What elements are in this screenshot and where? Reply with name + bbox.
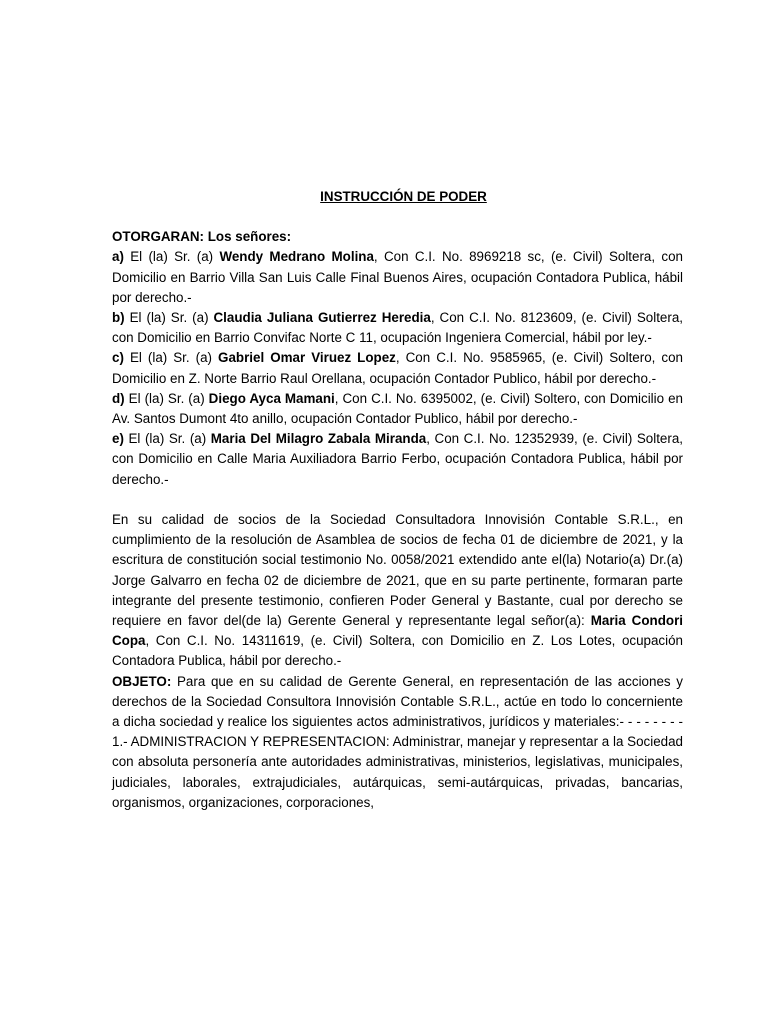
document-page xyxy=(112,187,683,813)
party-name: Gabriel Omar Viruez Lopez xyxy=(218,350,396,366)
party-e xyxy=(112,429,683,490)
party-details: , Con C.I. No. 8123609, (e. Civil) Soltera, con Domicilio en Barrio Convifac Norte C 11, ocupación Ingeniera Comercial, hábil por ley.- xyxy=(112,310,683,346)
party-c xyxy=(112,348,683,388)
document-title: INSTRUCCIÓN DE PODER xyxy=(320,189,487,204)
party-name: Claudia Juliana Gutierrez Heredia xyxy=(213,310,431,326)
otorgaran-heading: OTORGARAN: Los señores: xyxy=(112,229,292,245)
party-name: Wendy Medrano Molina xyxy=(219,249,374,265)
party-letter: d) xyxy=(112,390,125,406)
objeto-text: Para que en su calidad de Gerente General, en representación de las acciones y derechos de la Sociedad Consultora Innovisión Contable S.R.L., actúe en todo lo concerniente a dicha sociedad y realice los siguientes actos administrativos, jurídicos y materiales:- - - - - - - - 1.- ADMINISTRACION Y REPRESENTACION: Administrar, manejar y representar a la Sociedad con absoluta personería ante autoridades administrativas, ministerios, legislativas, municipales, judiciales, laborales, extrajudiciales, autárquicas, semi-autárquicas, privadas, bancarias, organismos, organizaciones, corporaciones, xyxy=(112,673,683,810)
party-a xyxy=(112,247,683,308)
paragraph-spacer xyxy=(112,490,683,510)
party-name: Diego Ayca Mamani xyxy=(208,390,335,406)
party-prefix: El (la) Sr. (a) xyxy=(123,350,219,366)
calidad-paragraph xyxy=(112,510,683,672)
party-letter: c) xyxy=(112,350,124,366)
party-letter: b) xyxy=(112,310,125,326)
party-letter: a) xyxy=(112,249,124,265)
objeto-paragraph xyxy=(112,672,683,813)
representative-details: , Con C.I. No. 14311619, (e. Civil) Soltera, con Domicilio en Z. Los Lotes, ocupación Contadora Publica, hábil por derecho.- xyxy=(112,633,683,669)
party-details: , Con C.I. No. 6395002, (e. Civil) Soltero, con Domicilio en Av. Santos Dumont 4to anillo, ocupación Contador Publico, hábil por derecho.- xyxy=(112,390,683,427)
party-b xyxy=(112,308,683,348)
party-name: Maria Del Milagro Zabala Miranda xyxy=(210,431,427,447)
calidad-text: En su calidad de socios de la Sociedad Consultadora Innovisión Contable S.R.L., en cumplimiento de la resolución de Asamblea de socios de fecha 01 de diciembre de 2021, y la escritura de constitución social testimonio No. 0058/2021 extendido ante el(la) Notario(a) Dr.(a) Jorge Galvarro en fecha 02 de diciembre de 2021, que en su parte pertinente, formaran parte integrante del presente testimonio, confieren Poder General y Bastante, cual por derecho se requiere en favor del(de la) Gerente General y representante legal señor(a): xyxy=(112,512,683,629)
party-prefix: El (la) Sr. (a) xyxy=(123,431,211,447)
representative-name: Maria Condori Copa xyxy=(112,613,683,649)
party-prefix: El (la) Sr. (a) xyxy=(123,249,220,265)
objeto-label: OBJETO: xyxy=(112,673,172,689)
party-prefix: El (la) Sr. (a) xyxy=(124,390,209,406)
party-letter: e) xyxy=(112,431,124,447)
party-d xyxy=(112,389,683,429)
party-details: , Con C.I. No. 9585965, (e. Civil) Soltero, con Domicilio en Z. Norte Barrio Raul Orellana, ocupación Contador Publico, hábil por derecho.- xyxy=(112,350,683,386)
party-details: , Con C.I. No. 8969218 sc, (e. Civil) Soltera, con Domicilio en Barrio Villa San Luis Calle Final Buenos Aires, ocupación Contadora Publica, hábil por derecho.- xyxy=(112,249,683,305)
party-details: , Con C.I. No. 12352939, (e. Civil) Soltera, con Domicilio en Calle Maria Auxiliadora Barrio Ferbo, ocupación Contadora Publica, hábil por derecho.- xyxy=(112,431,683,487)
party-prefix: El (la) Sr. (a) xyxy=(124,310,214,326)
